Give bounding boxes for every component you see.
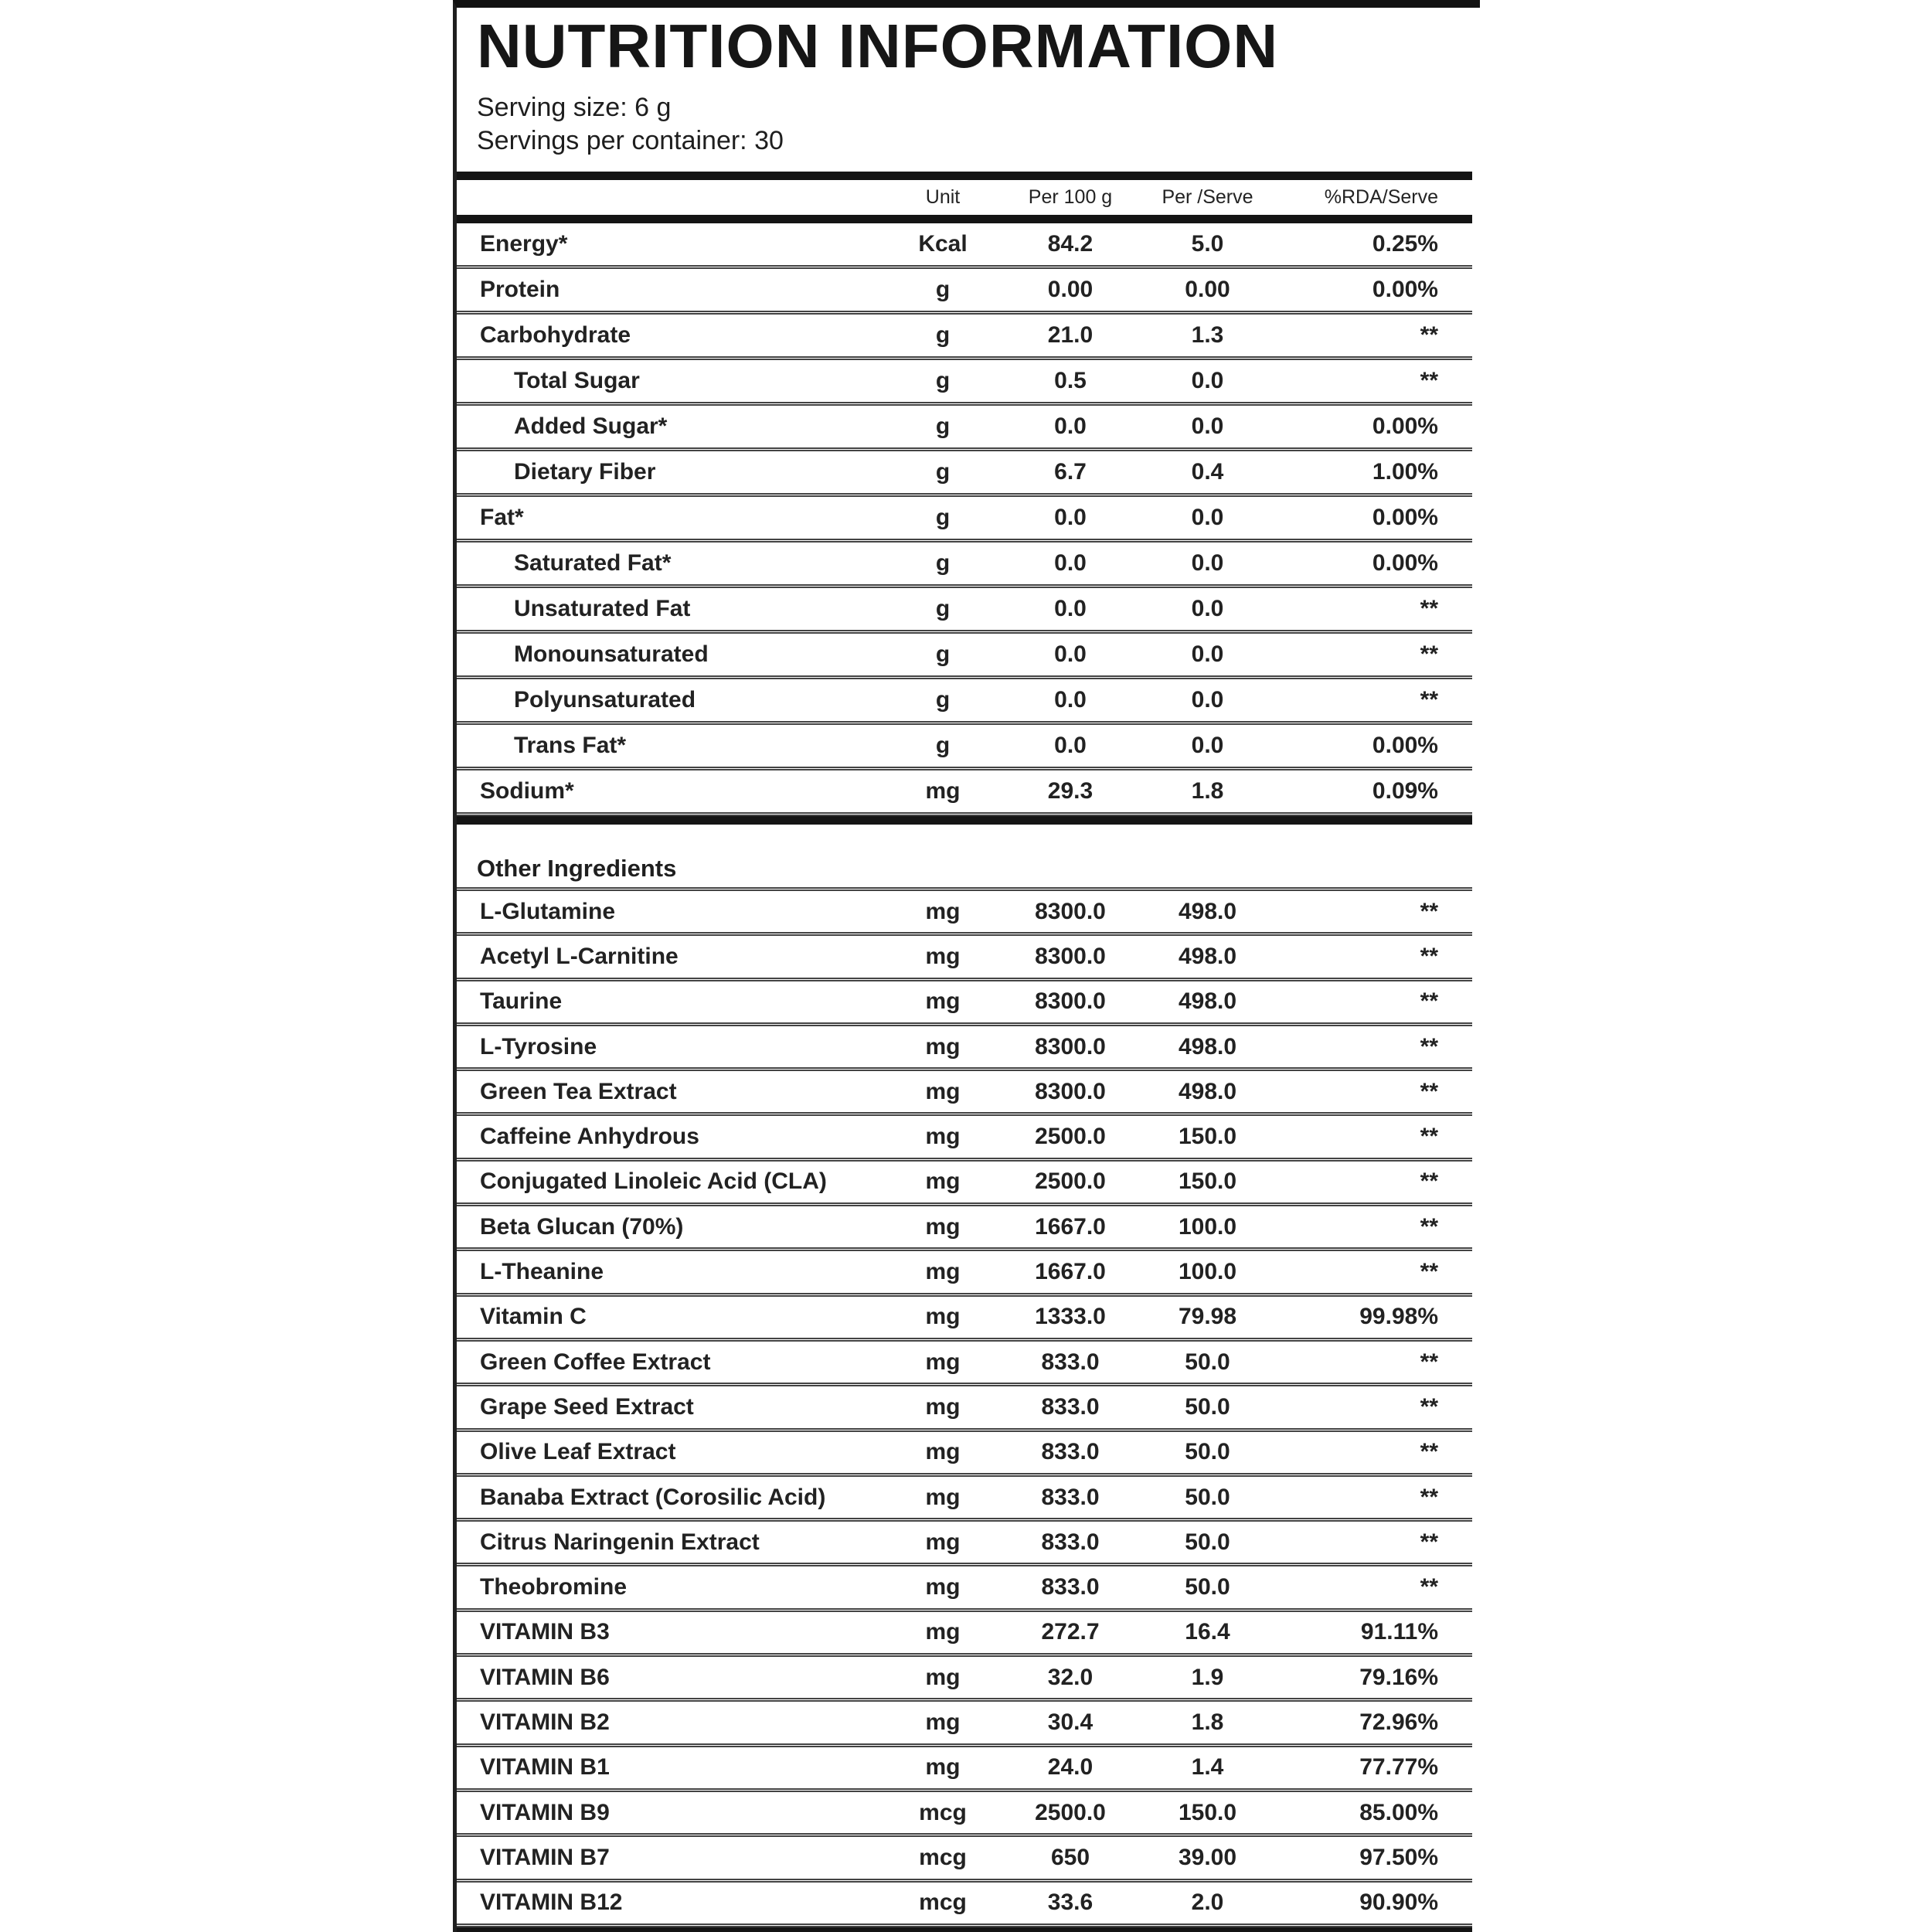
row-rda: 0.09% (1372, 778, 1438, 804)
row-name: Beta Glucan (70%) (480, 1213, 684, 1240)
table-row (457, 1837, 1472, 1882)
divider-bar-header (457, 215, 1472, 223)
row-name: Protein (480, 277, 560, 302)
row-unit: mg (925, 1574, 961, 1600)
table-row (457, 1026, 1472, 1071)
row-name: Trans Fat* (514, 733, 627, 758)
row-rda: ** (1420, 988, 1438, 1015)
row-rda: 79.16% (1359, 1664, 1438, 1690)
row-name: Olive Leaf Extract (480, 1439, 676, 1465)
row-per-serve: 79.98 (1178, 1304, 1237, 1330)
other-ingredient-rows (457, 891, 1472, 1927)
row-unit: mg (925, 1529, 961, 1555)
row-rda: ** (1420, 322, 1438, 348)
row-name: VITAMIN B12 (480, 1889, 623, 1916)
row-name: Green Tea Extract (480, 1078, 677, 1104)
row-per-serve: 0.00 (1185, 277, 1230, 302)
row-rda: 99.98% (1359, 1304, 1438, 1330)
row-per-serve: 100.0 (1178, 1259, 1237, 1285)
row-per-serve: 0.0 (1191, 687, 1224, 713)
row-per-100g: 6.7 (1054, 459, 1087, 485)
row-per-serve: 50.0 (1185, 1349, 1230, 1375)
row-name: L-Theanine (480, 1259, 604, 1285)
row-per-serve: 0.4 (1191, 459, 1224, 485)
table-row (457, 1702, 1472, 1747)
row-unit: g (935, 596, 951, 621)
row-per-100g: 0.0 (1054, 505, 1087, 530)
row-per-serve: 5.0 (1191, 231, 1224, 257)
row-per-serve: 16.4 (1185, 1619, 1230, 1645)
row-per-serve: 100.0 (1178, 1213, 1237, 1240)
table-row (457, 269, 1472, 315)
row-per-serve: 1.4 (1191, 1754, 1224, 1781)
row-per-100g: 33.6 (1047, 1889, 1094, 1916)
row-name: Theobromine (480, 1574, 628, 1600)
row-per-serve: 150.0 (1178, 1168, 1237, 1195)
row-rda: ** (1420, 1393, 1438, 1420)
row-per-serve: 0.0 (1191, 641, 1224, 667)
row-unit: mg (925, 1619, 961, 1645)
header-rda-per-serve: %RDA/Serve (1324, 186, 1438, 208)
table-row (457, 588, 1472, 634)
row-name: VITAMIN B7 (480, 1844, 610, 1870)
row-unit: mg (925, 1259, 961, 1285)
table-row (457, 770, 1472, 816)
row-rda: 97.50% (1359, 1844, 1438, 1870)
row-per-100g: 0.0 (1054, 733, 1087, 758)
row-per-100g: 30.4 (1047, 1709, 1094, 1735)
row-name: Monounsaturated (514, 641, 709, 667)
row-name: VITAMIN B9 (480, 1799, 610, 1825)
row-per-100g: 1333.0 (1035, 1304, 1106, 1330)
row-name: VITAMIN B1 (480, 1754, 610, 1781)
table-row (457, 1386, 1472, 1431)
row-name: L-Glutamine (480, 898, 616, 924)
table-row (457, 406, 1472, 451)
table-row (457, 1251, 1472, 1296)
row-name: VITAMIN B3 (480, 1619, 610, 1645)
row-unit: g (935, 733, 951, 758)
row-name: Carbohydrate (480, 322, 631, 348)
row-name: Green Coffee Extract (480, 1349, 711, 1375)
row-per-100g: 32.0 (1047, 1664, 1094, 1690)
row-per-100g: 8300.0 (1035, 1078, 1106, 1104)
table-row (457, 1297, 1472, 1342)
row-per-serve: 1.8 (1191, 778, 1224, 804)
row-name: Polyunsaturated (514, 687, 696, 713)
row-rda: 77.77% (1359, 1754, 1438, 1781)
row-per-100g: 2500.0 (1035, 1124, 1106, 1150)
row-per-100g: 0.0 (1054, 687, 1087, 713)
table-row (457, 1206, 1472, 1251)
row-name: Saturated Fat* (514, 550, 672, 576)
row-per-serve: 0.0 (1191, 733, 1224, 758)
row-rda: ** (1420, 1349, 1438, 1375)
row-unit: mg (925, 1664, 961, 1690)
row-unit: mg (925, 1078, 961, 1104)
table-row (457, 1116, 1472, 1161)
row-unit: mcg (919, 1889, 967, 1916)
row-rda: ** (1420, 687, 1438, 713)
table-row (457, 543, 1472, 588)
other-ingredients-heading: Other Ingredients (457, 855, 1472, 891)
row-unit: mg (925, 1484, 961, 1510)
row-per-serve: 1.9 (1191, 1664, 1224, 1690)
table-row (457, 1477, 1472, 1522)
row-unit: mg (925, 778, 961, 804)
row-unit: g (935, 550, 951, 576)
row-per-serve: 150.0 (1178, 1799, 1237, 1825)
row-rda: 0.25% (1372, 231, 1438, 257)
row-per-100g: 833.0 (1041, 1574, 1100, 1600)
row-rda: ** (1420, 943, 1438, 969)
row-per-serve: 39.00 (1178, 1844, 1237, 1870)
row-name: Caffeine Anhydrous (480, 1124, 699, 1150)
row-per-serve: 0.0 (1191, 368, 1224, 393)
row-per-serve: 498.0 (1178, 1033, 1237, 1060)
row-unit: g (935, 322, 951, 348)
row-rda: 0.00% (1372, 505, 1438, 530)
row-name: L-Tyrosine (480, 1033, 597, 1060)
row-per-serve: 498.0 (1178, 1078, 1237, 1104)
row-unit: mg (925, 1709, 961, 1735)
table-row (457, 223, 1472, 269)
row-unit: mg (925, 1033, 961, 1060)
row-per-serve: 0.0 (1191, 596, 1224, 621)
row-unit: mg (925, 898, 961, 924)
table-row (457, 497, 1472, 543)
row-per-100g: 0.0 (1054, 596, 1087, 621)
row-name: Vitamin C (480, 1304, 587, 1330)
table-row (457, 1566, 1472, 1611)
row-rda: 0.00% (1372, 413, 1438, 439)
row-unit: g (935, 413, 951, 439)
row-per-100g: 8300.0 (1035, 988, 1106, 1015)
row-name: Grape Seed Extract (480, 1393, 694, 1420)
table-row (457, 1432, 1472, 1477)
row-per-serve: 50.0 (1185, 1484, 1230, 1510)
row-per-serve: 1.8 (1191, 1709, 1224, 1735)
row-per-100g: 0.00 (1047, 277, 1094, 302)
row-rda: ** (1420, 1574, 1438, 1600)
row-rda: 1.00% (1372, 459, 1438, 485)
row-per-serve: 50.0 (1185, 1393, 1230, 1420)
row-rda: 0.00% (1372, 277, 1438, 302)
row-rda: ** (1420, 1124, 1438, 1150)
table-row (457, 634, 1472, 679)
serving-info (477, 91, 1472, 158)
row-rda: ** (1420, 1213, 1438, 1240)
table-row (457, 1657, 1472, 1702)
row-name: Fat* (480, 505, 524, 530)
row-rda: 0.00% (1372, 550, 1438, 576)
row-per-serve: 1.3 (1191, 322, 1224, 348)
row-unit: mg (925, 943, 961, 969)
header-per-100g: Per 100 g (1028, 186, 1113, 208)
row-name: Unsaturated Fat (514, 596, 691, 621)
row-per-100g: 833.0 (1041, 1484, 1100, 1510)
table-row (457, 1612, 1472, 1657)
row-per-100g: 2500.0 (1035, 1799, 1106, 1825)
divider-bar-top (457, 172, 1472, 180)
row-unit: Kcal (918, 231, 968, 257)
table-row (457, 1342, 1472, 1386)
row-name: Conjugated Linoleic Acid (CLA) (480, 1168, 827, 1195)
row-unit: mg (925, 1213, 961, 1240)
table-row (457, 891, 1472, 936)
row-unit: mg (925, 1439, 961, 1465)
row-per-100g: 2500.0 (1035, 1168, 1106, 1195)
table-row (457, 315, 1472, 360)
row-unit: mg (925, 1304, 961, 1330)
row-name: Dietary Fiber (514, 459, 656, 485)
row-name: Citrus Naringenin Extract (480, 1529, 760, 1555)
row-per-100g: 833.0 (1041, 1393, 1100, 1420)
table-row (457, 1883, 1472, 1927)
row-unit: g (935, 505, 951, 530)
table-row (457, 936, 1472, 981)
row-unit: mg (925, 988, 961, 1015)
row-per-100g: 8300.0 (1035, 898, 1106, 924)
row-name: Sodium* (480, 778, 574, 804)
row-per-100g: 8300.0 (1035, 1033, 1106, 1060)
table-row (457, 451, 1472, 497)
row-per-100g: 0.5 (1054, 368, 1087, 393)
row-rda: 72.96% (1359, 1709, 1438, 1735)
row-unit: mg (925, 1754, 961, 1781)
row-per-100g: 272.7 (1041, 1619, 1100, 1645)
row-per-100g: 650 (1050, 1844, 1090, 1870)
row-per-serve: 498.0 (1178, 988, 1237, 1015)
row-per-100g: 833.0 (1041, 1349, 1100, 1375)
row-per-100g: 833.0 (1041, 1439, 1100, 1465)
row-rda: 90.90% (1359, 1889, 1438, 1916)
row-rda: ** (1420, 1439, 1438, 1465)
row-per-serve: 0.0 (1191, 550, 1224, 576)
row-per-100g: 1667.0 (1035, 1259, 1106, 1285)
row-unit: mg (925, 1349, 961, 1375)
row-per-serve: 0.0 (1191, 505, 1224, 530)
row-rda: ** (1420, 641, 1438, 667)
row-per-serve: 50.0 (1185, 1529, 1230, 1555)
row-rda: 85.00% (1359, 1799, 1438, 1825)
row-per-100g: 1667.0 (1035, 1213, 1106, 1240)
row-rda: ** (1420, 368, 1438, 393)
table-row (457, 1071, 1472, 1116)
bottom-bar (457, 1927, 1472, 1932)
row-per-serve: 498.0 (1178, 943, 1237, 969)
row-per-100g: 0.0 (1054, 550, 1087, 576)
row-rda: 0.00% (1372, 733, 1438, 758)
row-name: Added Sugar* (514, 413, 668, 439)
row-per-serve: 150.0 (1178, 1124, 1237, 1150)
row-per-serve: 50.0 (1185, 1439, 1230, 1465)
table-row (457, 1522, 1472, 1566)
row-per-100g: 84.2 (1047, 231, 1094, 257)
table-row (457, 679, 1472, 725)
nutrition-label-panel (453, 0, 1480, 1932)
row-rda: ** (1420, 1033, 1438, 1060)
row-unit: g (935, 641, 951, 667)
row-per-serve: 50.0 (1185, 1574, 1230, 1600)
serving-size-text: Serving size: 6 g (477, 93, 672, 122)
row-per-serve: 0.0 (1191, 413, 1224, 439)
label-content (457, 12, 1472, 1932)
table-row (457, 981, 1472, 1026)
row-rda: ** (1420, 1168, 1438, 1195)
row-rda: ** (1420, 1078, 1438, 1104)
table-header-row (457, 180, 1472, 215)
table-row (457, 1792, 1472, 1837)
label-title: NUTRITION INFORMATION (477, 12, 1279, 80)
section-gap (457, 825, 1472, 855)
row-name: Acetyl L-Carnitine (480, 943, 679, 969)
row-per-100g: 8300.0 (1035, 943, 1106, 969)
row-rda: ** (1420, 898, 1438, 924)
row-unit: g (935, 277, 951, 302)
row-unit: mg (925, 1168, 961, 1195)
row-unit: g (935, 459, 951, 485)
row-per-100g: 24.0 (1047, 1754, 1094, 1781)
row-rda: ** (1420, 1484, 1438, 1510)
main-nutrient-rows (457, 223, 1472, 816)
table-row (457, 725, 1472, 770)
row-unit: g (935, 368, 951, 393)
header-unit: Unit (925, 186, 961, 208)
row-name: Banaba Extract (Corosilic Acid) (480, 1484, 826, 1510)
row-per-100g: 0.0 (1054, 641, 1087, 667)
row-name: Energy* (480, 231, 568, 257)
divider-bar-sodium (457, 816, 1472, 825)
table-row (457, 1162, 1472, 1206)
row-unit: mcg (919, 1799, 967, 1825)
row-per-100g: 29.3 (1047, 778, 1094, 804)
row-unit: mcg (919, 1844, 967, 1870)
row-name: VITAMIN B2 (480, 1709, 610, 1735)
header-per-serve: Per /Serve (1162, 186, 1253, 208)
table-row (457, 360, 1472, 406)
row-unit: mg (925, 1124, 961, 1150)
row-rda: ** (1420, 1259, 1438, 1285)
row-per-100g: 0.0 (1054, 413, 1087, 439)
table-row (457, 1747, 1472, 1792)
row-per-100g: 833.0 (1041, 1529, 1100, 1555)
row-per-100g: 21.0 (1047, 322, 1094, 348)
row-name: Taurine (480, 988, 563, 1015)
row-unit: g (935, 687, 951, 713)
row-unit: mg (925, 1393, 961, 1420)
row-rda: 91.11% (1360, 1619, 1438, 1645)
row-name: VITAMIN B6 (480, 1664, 610, 1690)
row-name: Total Sugar (514, 368, 640, 393)
row-per-serve: 498.0 (1178, 898, 1237, 924)
row-rda: ** (1420, 1529, 1438, 1555)
row-rda: ** (1420, 596, 1438, 621)
servings-per-container-text: Servings per container: 30 (477, 126, 784, 155)
row-per-serve: 2.0 (1191, 1889, 1224, 1916)
